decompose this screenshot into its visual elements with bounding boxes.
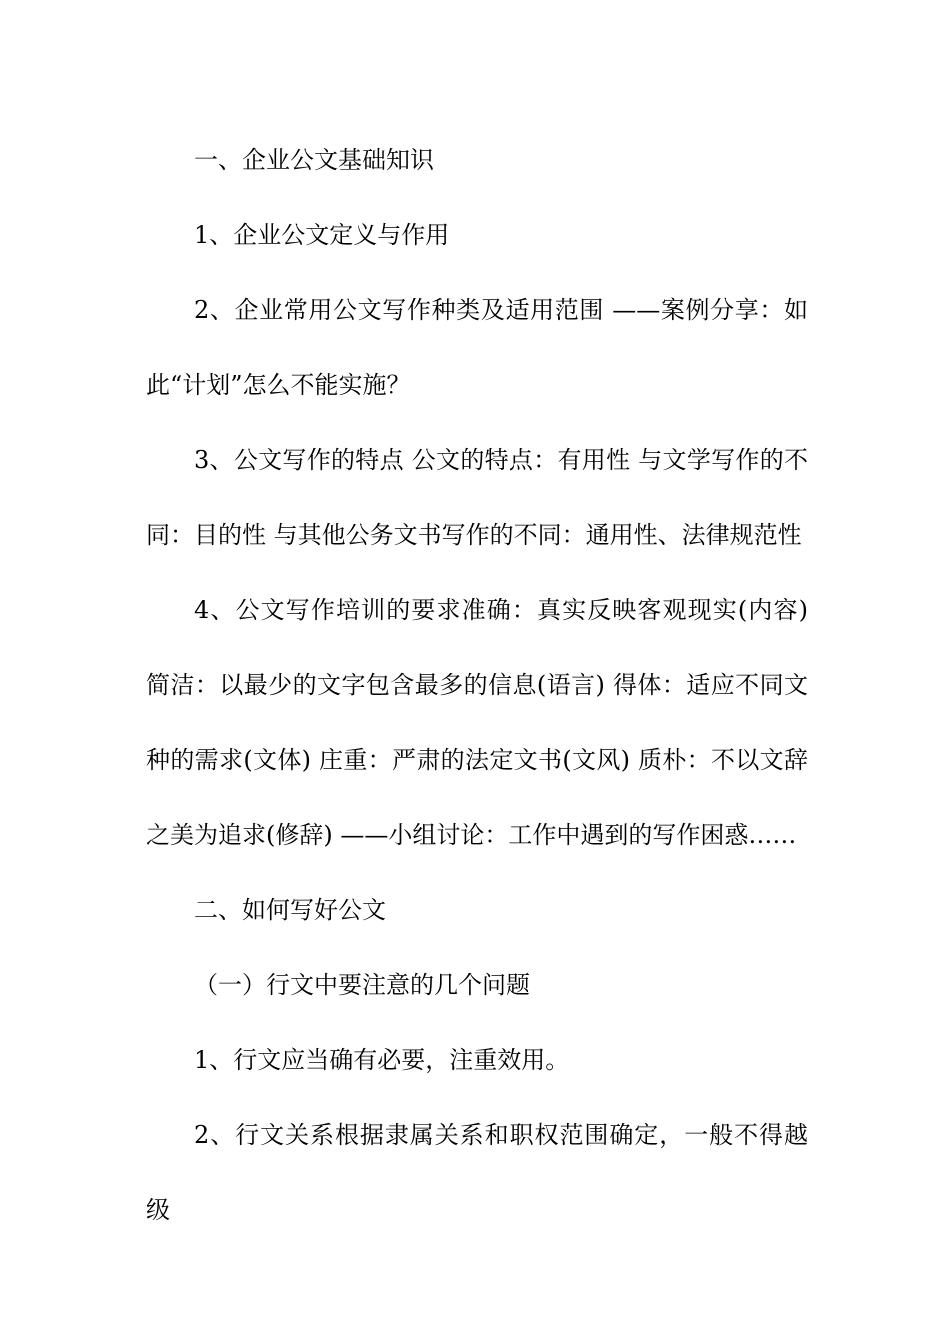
heading-section-2: 二、如何写好公文 <box>194 896 386 924</box>
subheading-1: （一）行文中要注意的几个问题 <box>194 971 530 999</box>
paragraph-item-1: 1、企业公文定义与作用 <box>194 221 450 249</box>
heading-section-1: 一、企业公文基础知识 <box>194 146 434 174</box>
paragraph-item-3: 3、公文写作的特点 公文的特点：有用性 与文学写作的不同：目的性 与其他公务文书写作的不同：通用性、法律规范性 <box>146 446 808 549</box>
paragraph-rule-1: 1、行文应当确有必要，注重效用。 <box>194 1046 570 1074</box>
paragraph-item-4: 4、公文写作培训的要求准确：真实反映客观现实(内容) 简洁：以最少的文字包含最多的信息(语言) 得体：适应不同文种的需求(文体) 庄重：严肃的法定文书(文风) 质朴：不以文辞之美为追求(修辞) ——小组讨论：工作中遇到的写作困惑…… <box>146 596 808 849</box>
document-body <box>146 123 808 1248</box>
paragraph-rule-2: 2、行文关系根据隶属关系和职权范围确定，一般不得越级 <box>146 1121 808 1224</box>
paragraph-item-2: 2、企业常用公文写作种类及适用范围 ——案例分享：如此“计划”怎么不能实施？ <box>146 296 808 399</box>
